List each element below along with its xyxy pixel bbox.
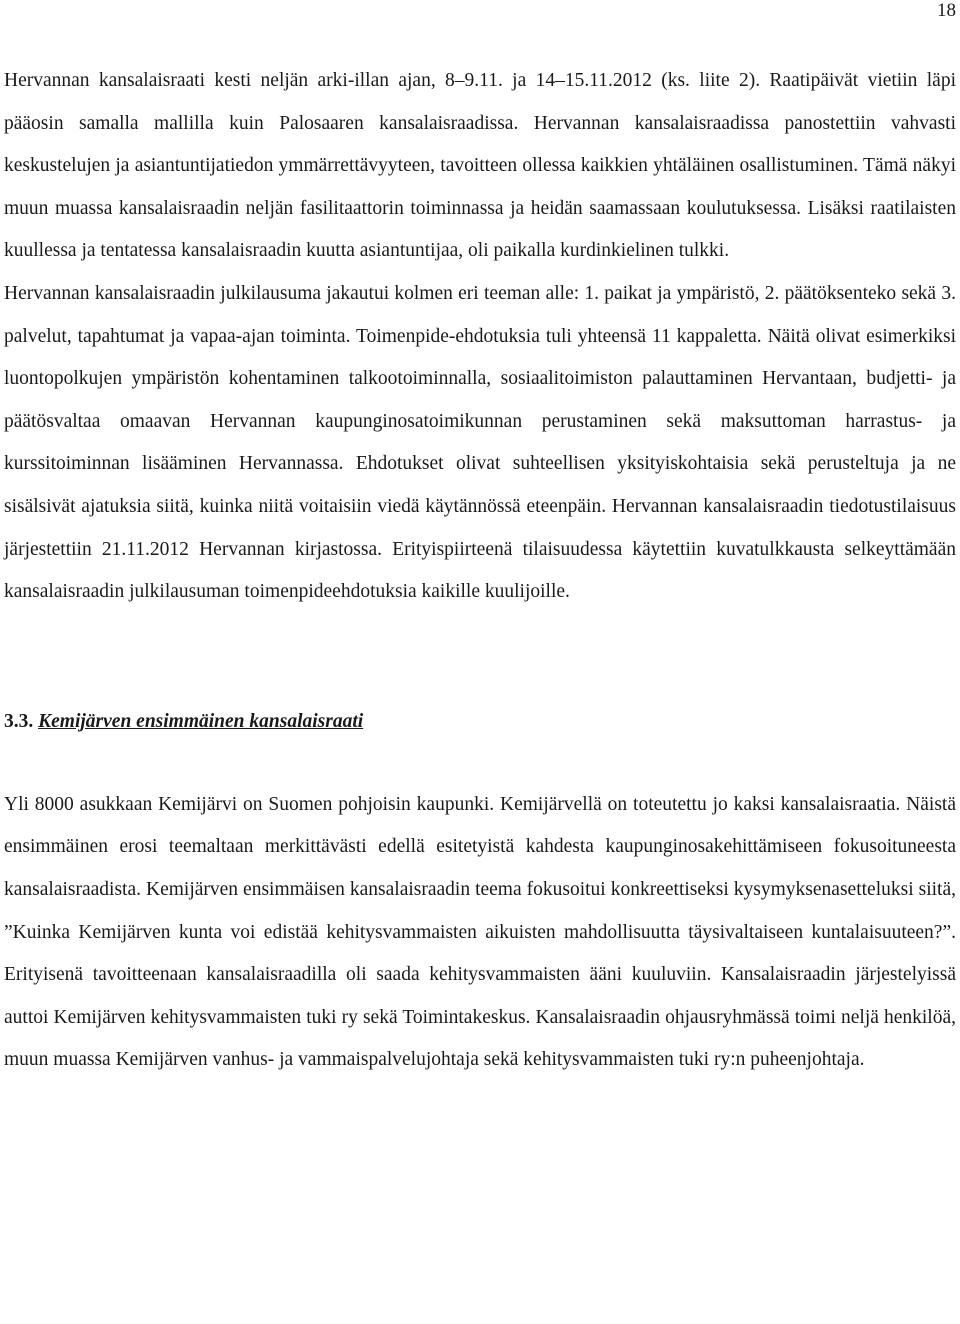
page-number: 18 [937,0,956,21]
paragraph-hervanta-raati: Hervannan kansalaisraati kesti neljän arki-illan ajan, 8–9.11. ja 14–15.11.2012 (ks. liite 2). Raatipäivät vietiin läpi pääosin samalla mallilla kuin Palosaaren kansalaisraadissa. Hervannan kansalaisraadissa panostettiin vahvasti keskustelujen ja asiantuntijatiedon ymmärrettävyyteen, tavoitteen ollessa kaikkien yhtäläinen osallistuminen. Tämä näkyi muun muassa kansalaisraadin neljän fasilitaattorin toiminnassa ja heidän saamassaan koulutuksessa. Lisäksi raatilaisten kuullessa ja tentatessa kansalaisraadin kuutta asiantuntijaa, oli paikalla kurdinkielinen tulkki. [4,70,956,262]
section-heading [4,710,956,734]
section-number: 3.3. [4,710,34,732]
document-body [4,60,956,1082]
paragraph-kemijarvi: Yli 8000 asukkaan Kemijärvi on Suomen pohjoisin kaupunki. Kemijärvellä on toteutettu jo kaksi kansalaisraatia. Näistä ensimmäinen erosi teemaltaan merkittävästi edellä esitetyistä kahdesta kaupunginosakehittämiseen fokusoituneesta kansalaisraadista. Kemijärven ensimmäisen kansalaisraadin teema fokusoitui konkreettiseksi kysymyksenasetteluksi siitä, ”Kuinka Kemijärven kunta voi edistää kehitysvammaisten aikuisten mahdollisuutta täysivaltaiseen kuntalaisuuteen?”. Erityisenä tavoitteenaan kansalaisraadilla oli saada kehitysvammaisten ääni kuuluviin. Kansalaisraadin järjestelyissä auttoi Kemijärven kehitysvammaisten tuki ry sekä Toimintakeskus. Kansalaisraadin ohjausryhmässä toimi neljä henkilöä, muun muassa Kemijärven vanhus- ja vammaispalvelujohtaja sekä kehitysvammaisten tuki ry:n puheenjohtaja. [4,793,956,1071]
paragraph-hervanta-julkilausuma: Hervannan kansalaisraadin julkilausuma jakautui kolmen eri teeman alle: 1. paikat ja ympäristö, 2. päätöksenteko sekä 3. palvelut, tapahtumat ja vapaa-ajan toiminta. Toimenpide-ehdotuksia tuli yhteensä 11 kappaletta. Näitä olivat esimerkiksi luontopolkujen ympäristön kohentaminen talkootoiminnalla, sosiaalitoimiston palauttaminen Hervantaan, budjetti- ja päätösvaltaa omaavan Hervannan kaupunginosatoimikunnan perustaminen sekä maksuttoman harrastus- ja kurssitoiminnan lisääminen Hervannassa. Ehdotukset olivat suhteellisen yksityiskohtaisia sekä perusteltuja ja ne sisälsivät ajatuksia siitä, kuinka niitä voitaisiin viedä käytännössä eteenpäin. Hervannan kansalaisraadin tiedotustilaisuus järjestettiin 21.11.2012 Hervannan kirjastossa. Erityispiirteenä tilaisuudessa käytettiin kuvatulkkausta selkeyttämään kansalaisraadin julkilausuman toimenpideehdotuksia kaikille kuulijoille. [4,282,956,603]
section-title: Kemijärven ensimmäinen kansalaisraati [38,710,364,732]
